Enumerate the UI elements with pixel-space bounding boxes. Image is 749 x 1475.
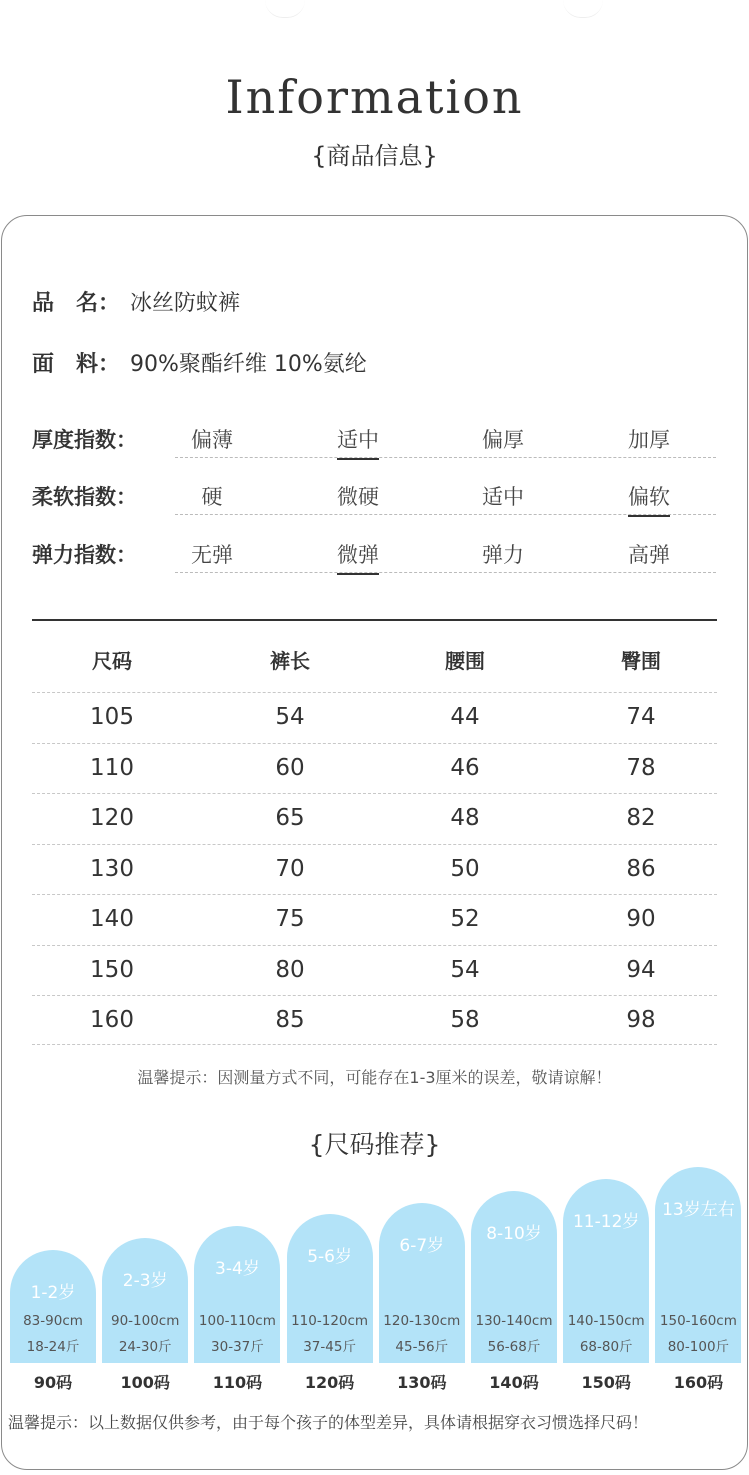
product-name-row (32, 286, 240, 317)
size-label: 130码 (397, 1373, 447, 1392)
table-row (32, 692, 717, 742)
table-row (32, 743, 717, 793)
size-label: 150码 (581, 1373, 631, 1392)
header-size: 尺码 (92, 649, 132, 673)
table-cell: 54 (275, 704, 305, 730)
index-option-text: 硬 (201, 485, 223, 509)
age-label: 5-6岁 (307, 1247, 352, 1267)
height-range: 90-100cm (110, 1313, 180, 1329)
index-option (308, 481, 408, 511)
table-cell: 86 (626, 855, 656, 882)
index-option-text: 适中 (337, 428, 379, 460)
fabric-row (32, 347, 367, 378)
index-label: 弹力指数： (32, 543, 137, 567)
product-name-label: 品 名： (32, 291, 121, 316)
product-name-value: 冰丝防蚊裤 (130, 291, 241, 316)
index-row (32, 418, 716, 458)
index-option-text: 加厚 (628, 428, 670, 452)
table-row (32, 844, 717, 894)
height-range: 130-140cm (475, 1313, 553, 1329)
index-option (453, 481, 553, 511)
size-label: 100码 (120, 1373, 170, 1392)
section-title-en: Information (225, 70, 524, 124)
table-cell: 98 (626, 1007, 656, 1033)
measurement-tip: 温馨提示：因测量方式不同，可能存在1-3厘米的误差，敬请谅解！ (137, 1068, 612, 1087)
table-cell: 82 (626, 805, 656, 831)
table-cell: 80 (275, 956, 305, 983)
size-label: 140码 (489, 1373, 539, 1392)
top-decoration-right (563, 0, 603, 18)
table-row (32, 995, 717, 1045)
index-option-text: 偏软 (628, 485, 670, 517)
top-decoration-left (265, 0, 305, 18)
table-cell: 110 (90, 754, 134, 781)
index-option-selected (308, 539, 408, 569)
reference-tip: 温馨提示：以上数据仅供参考，由于每个孩子的体型差异，具体请根据穿衣习惯选择尺码！ (8, 1413, 649, 1432)
index-option-text: 偏厚 (482, 428, 524, 452)
index-option (599, 539, 699, 569)
index-option (162, 481, 262, 511)
size-label: 110码 (212, 1373, 263, 1392)
index-option-text: 弹力 (482, 543, 524, 567)
index-option-text: 微硬 (337, 485, 379, 509)
table-cell: 58 (450, 1007, 480, 1033)
weight-range: 45-56斤 (395, 1339, 449, 1355)
table-cell: 46 (450, 754, 480, 781)
table-row (32, 945, 717, 995)
index-row (32, 533, 716, 573)
height-range: 150-160cm (659, 1313, 737, 1329)
age-label: 8-10岁 (486, 1224, 542, 1244)
section-title-cn: {商品信息} (311, 142, 438, 170)
age-label: 11-12岁 (572, 1212, 640, 1232)
table-cell: 48 (450, 805, 480, 831)
table-cell: 54 (450, 956, 480, 983)
index-option-selected (308, 424, 408, 454)
index-option (162, 424, 262, 454)
table-cell: 70 (275, 855, 305, 882)
height-range: 83-90cm (23, 1313, 83, 1329)
table-cell: 52 (450, 906, 480, 932)
index-option-text: 无弹 (191, 543, 233, 567)
age-label: 3-4岁 (215, 1259, 260, 1279)
index-option-text: 高弹 (628, 543, 670, 567)
header-length: 裤长 (270, 649, 310, 673)
table-row (32, 894, 717, 944)
table-row (32, 793, 717, 843)
table-cell: 140 (90, 906, 134, 932)
size-table-header (32, 645, 717, 675)
weight-range: 68-80斤 (579, 1339, 633, 1355)
index-row (32, 475, 716, 515)
height-range: 140-150cm (567, 1313, 645, 1329)
weight-range: 24-30斤 (118, 1339, 172, 1355)
index-option (453, 424, 553, 454)
age-label: 1-2岁 (30, 1283, 76, 1303)
table-cell: 150 (90, 956, 134, 983)
index-option-text: 适中 (482, 485, 524, 509)
index-option-selected (599, 481, 699, 511)
table-cell: 94 (626, 956, 656, 983)
weight-range: 18-24斤 (26, 1339, 80, 1355)
table-cell: 78 (626, 754, 656, 781)
index-option (599, 424, 699, 454)
table-cell: 130 (90, 855, 134, 882)
size-label: 160码 (673, 1373, 724, 1392)
age-label: 2-3岁 (122, 1271, 168, 1291)
table-cell: 90 (626, 906, 656, 932)
height-range: 120-130cm (383, 1313, 461, 1329)
table-cell: 65 (275, 805, 305, 831)
index-option-text: 微弹 (337, 543, 379, 575)
height-range: 100-110cm (198, 1313, 276, 1329)
size-table-top-rule (32, 619, 717, 621)
weight-range: 30-37斤 (211, 1339, 264, 1355)
table-cell: 44 (450, 704, 480, 730)
table-cell: 85 (275, 1007, 305, 1033)
table-cell: 160 (90, 1007, 134, 1033)
age-label: 6-7岁 (399, 1236, 445, 1256)
recommend-title: {尺码推荐} (308, 1130, 441, 1159)
header-waist: 腰围 (445, 649, 485, 673)
table-cell: 50 (450, 855, 480, 882)
index-label: 柔软指数： (32, 485, 137, 509)
height-range: 110-120cm (291, 1313, 369, 1329)
index-dashed-line (175, 572, 716, 573)
index-option (453, 539, 553, 569)
size-label: 90码 (33, 1373, 73, 1392)
weight-range: 56-68斤 (487, 1339, 541, 1355)
table-cell: 105 (90, 704, 134, 730)
weight-range: 80-100斤 (667, 1339, 730, 1355)
weight-range: 37-45斤 (303, 1339, 356, 1355)
index-option (162, 539, 262, 569)
index-label: 厚度指数： (32, 428, 137, 452)
fabric-label: 面 料： (32, 352, 121, 377)
table-cell: 120 (90, 805, 134, 831)
index-option-text: 偏薄 (191, 428, 233, 452)
table-cell: 60 (275, 754, 305, 781)
size-label: 120码 (304, 1373, 355, 1392)
fabric-value: 90%聚酯纤维 10%氨纶 (130, 352, 367, 377)
index-dashed-line (175, 457, 716, 458)
table-cell: 75 (275, 906, 305, 932)
age-label: 13岁左右 (662, 1200, 735, 1220)
header-hip: 臀围 (621, 649, 661, 673)
table-cell: 74 (626, 704, 656, 730)
